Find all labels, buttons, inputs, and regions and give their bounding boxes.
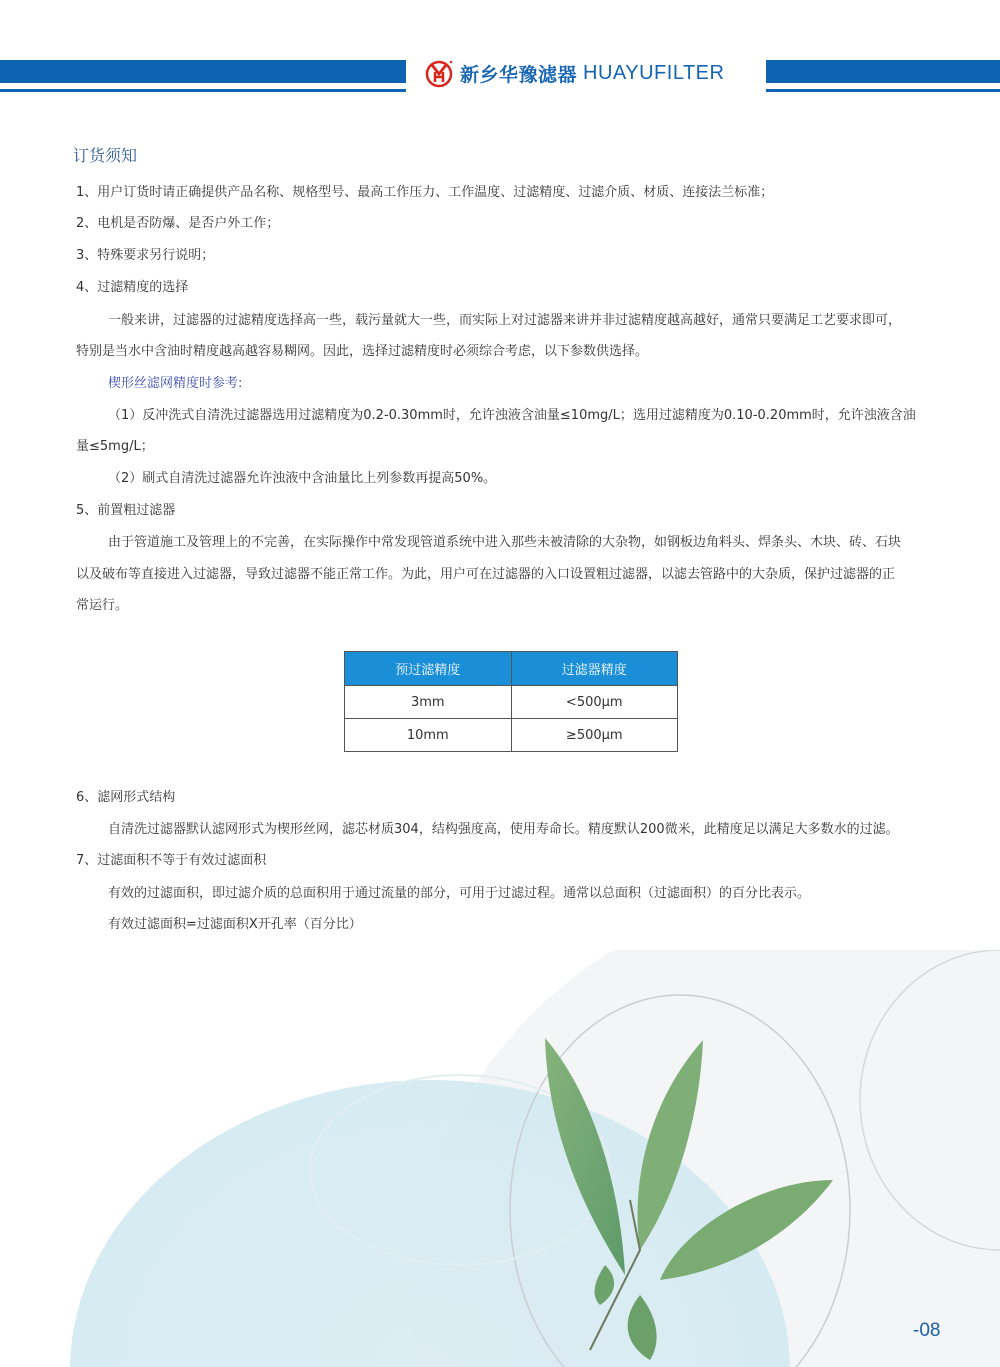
item-4-heading: 4、过滤精度的选择 [76, 280, 189, 295]
header-bar-right [766, 60, 1000, 83]
item-7-heading: 7、过滤面积不等于有效过滤面积 [76, 853, 267, 868]
table-header-pre-filter: 预过滤精度 [345, 652, 512, 686]
table-header-filter: 过滤器精度 [511, 652, 678, 686]
brand-name-cn: 新乡华豫滤器 [460, 63, 578, 86]
item-4-rule-2: （2）刷式自清洗过滤器允许浊液中含油量比上列参数再提高50%。 [108, 471, 497, 486]
item-4-subheading: 楔形丝滤网精度时参考: [108, 376, 243, 391]
item-5-paragraph-line-3: 常运行。 [76, 598, 129, 613]
huayu-logo-icon [424, 58, 454, 88]
table-cell: <500μm [511, 686, 678, 719]
page-title: 订货须知 [73, 146, 138, 165]
item-4-paragraph-line-2: 特别是当水中含油时精度越高越容易糊网。因此，选择过滤精度时必须综合考虑，以下参数供选择。 [76, 344, 649, 359]
brand [424, 56, 724, 90]
table-row [345, 719, 678, 752]
table-header-row [345, 652, 678, 686]
item-4-rule-1-line-1: （1）反冲洗式自清洗过滤器选用过滤精度为0.2-0.30mm时，允许浊液含油量≤10mg/L；选用过滤精度为0.10-0.20mm时，允许浊液含油 [108, 408, 916, 423]
item-7-paragraph-2: 有效过滤面积=过滤面积X开孔率（百分比） [108, 917, 362, 932]
item-7-paragraph-1: 有效的过滤面积，即过滤介质的总面积用于通过流量的部分，可用于过滤过程。通常以总面积（过滤面积）的百分比表示。 [108, 886, 811, 901]
table-cell: 3mm [345, 686, 512, 719]
page-number: -08 [913, 1320, 941, 1341]
item-6-paragraph: 自清洗过滤器默认滤网形式为楔形丝网，滤芯材质304，结构强度高，使用寿命长。精度默认200微米，此精度足以满足大多数水的过滤。 [108, 822, 899, 837]
item-2: 2、电机是否防爆、是否户外工作； [76, 216, 280, 231]
brand-name-en: HUAYUFILTER [583, 61, 725, 84]
item-5-heading: 5、前置粗过滤器 [76, 503, 176, 518]
table-cell: 10mm [345, 719, 512, 752]
header-line-left [0, 89, 406, 92]
item-4-rule-1-line-2: 量≤5mg/L； [76, 439, 154, 454]
item-5-paragraph-line-1: 由于管道施工及管理上的不完善，在实际操作中常发现管道系统中进入那些未被清除的大杂物，如钢板边角料头、焊条头、木块、砖、石块 [108, 535, 902, 550]
table-row [345, 686, 678, 719]
header-bar-left [0, 60, 406, 83]
leaf-petri-dish-illustration [0, 950, 1000, 1367]
item-4-paragraph-line-1: 一般来讲，过滤器的过滤精度选择高一些，载污量就大一些，而实际上对过滤器来讲并非过滤精度越高越好，通常只要满足工艺要求即可， [108, 313, 902, 328]
precision-table [344, 651, 678, 752]
item-1: 1、用户订货时请正确提供产品名称、规格型号、最高工作压力、工作温度、过滤精度、过滤介质、材质、连接法兰标准； [76, 185, 774, 200]
table-cell: ≥500μm [511, 719, 678, 752]
item-3: 3、特殊要求另行说明； [76, 248, 215, 263]
item-5-paragraph-line-2: 以及破布等直接进入过滤器，导致过滤器不能正常工作。为此，用户可在过滤器的入口设置粗过滤器，以滤去管路中的大杂质，保护过滤器的正 [76, 567, 896, 582]
header-line-right [766, 89, 1000, 92]
item-6-heading: 6、滤网形式结构 [76, 790, 176, 805]
